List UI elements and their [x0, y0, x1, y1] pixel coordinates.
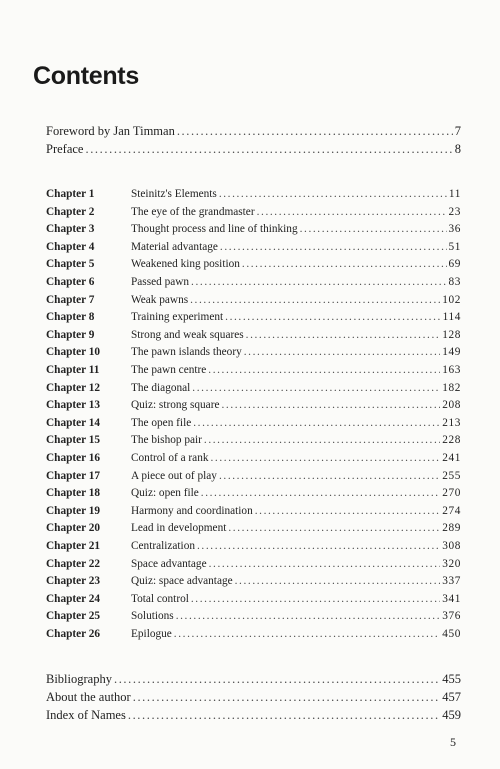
- chapter-label: Chapter 2: [46, 205, 95, 218]
- dot-leader: [177, 124, 453, 139]
- dot-leader: [211, 452, 441, 464]
- chapter-label: Chapter 26: [46, 628, 101, 640]
- toc-chapter-row[interactable]: [46, 558, 461, 570]
- chapter-page: 337: [442, 575, 461, 588]
- chapter-page: 128: [442, 328, 461, 341]
- toc-chapter-row[interactable]: [46, 487, 461, 499]
- dot-leader: [85, 142, 452, 157]
- chapter-title: Total control: [131, 592, 189, 605]
- toc-entry-title: About the author: [46, 690, 131, 704]
- dot-leader: [300, 223, 447, 235]
- chapter-title: Passed pawn: [131, 276, 190, 288]
- chapter-label: Chapter 10: [46, 346, 101, 359]
- chapter-label: Chapter 18: [46, 487, 101, 500]
- chapter-label: Chapter 19: [46, 504, 101, 517]
- chapter-page: 69: [448, 258, 461, 271]
- chapter-label: Chapter 24: [46, 592, 101, 605]
- toc-chapter-row[interactable]: [46, 628, 461, 640]
- chapter-page: 376: [442, 610, 461, 623]
- toc-chapter-row[interactable]: [46, 206, 461, 218]
- dot-leader: [209, 558, 441, 570]
- toc-entry-index-of-names[interactable]: [46, 708, 461, 723]
- toc-chapter-row[interactable]: [46, 311, 461, 323]
- chapter-page: 208: [442, 399, 461, 412]
- dot-leader: [191, 276, 446, 288]
- chapter-title: Space advantage: [131, 557, 207, 570]
- dot-leader: [221, 399, 440, 411]
- toc-entry-page: 8: [454, 142, 461, 156]
- chapter-label: Chapter 12: [46, 381, 101, 394]
- toc-chapter-row[interactable]: [46, 294, 461, 306]
- chapter-page: 320: [442, 557, 461, 570]
- chapter-label: Chapter 4: [46, 240, 95, 253]
- dot-leader: [174, 628, 440, 640]
- chapter-label: Chapter 25: [46, 610, 101, 623]
- dot-leader: [190, 294, 440, 306]
- chapter-title: Weak pawns: [131, 293, 189, 306]
- chapter-title: Weakened king position: [131, 258, 240, 271]
- chapter-page: 23: [448, 205, 461, 218]
- toc-chapter-row[interactable]: [46, 522, 461, 534]
- chapter-title: Steinitz's Elements: [131, 188, 217, 200]
- chapter-label: Chapter 5: [46, 258, 95, 271]
- chapter-title: Control of a rank: [131, 452, 209, 464]
- dot-leader: [246, 329, 441, 341]
- toc-chapter-row[interactable]: [46, 593, 461, 605]
- toc-entry-title: Preface: [46, 142, 84, 156]
- chapter-title: The open file: [131, 416, 192, 429]
- toc-entry-title: Foreword by Jan Timman: [46, 124, 175, 138]
- toc-entry-bibliography[interactable]: [46, 672, 461, 687]
- dot-leader: [133, 690, 441, 705]
- dot-leader: [204, 434, 440, 446]
- chapter-page: 228: [442, 434, 461, 447]
- chapter-title: The pawn islands theory: [131, 346, 242, 359]
- chapter-title: Material advantage: [131, 240, 218, 253]
- chapter-page: 11: [448, 188, 461, 200]
- toc-chapter-row[interactable]: [46, 452, 461, 464]
- chapter-title: Quiz: space advantage: [131, 575, 233, 588]
- chapter-page: 163: [442, 364, 461, 376]
- toc-chapter-row[interactable]: [46, 346, 461, 358]
- dot-leader: [114, 672, 440, 687]
- dot-leader: [242, 258, 447, 270]
- dot-leader: [255, 505, 441, 517]
- chapter-title: Strong and weak squares: [131, 328, 244, 341]
- chapter-page: 341: [442, 592, 461, 605]
- toc-chapter-row[interactable]: [46, 540, 461, 552]
- toc-chapter-row[interactable]: [46, 470, 461, 482]
- chapter-page: 51: [448, 240, 461, 253]
- chapter-label: Chapter 11: [46, 364, 100, 376]
- chapter-title: The bishop pair: [131, 434, 202, 447]
- chapter-label: Chapter 17: [46, 469, 101, 482]
- toc-entry-page: 455: [442, 672, 461, 686]
- toc-entry-about-author[interactable]: [46, 690, 461, 705]
- chapter-title: Harmony and coordination: [131, 504, 253, 517]
- chapter-title: A piece out of play: [131, 469, 217, 482]
- chapter-label: Chapter 23: [46, 575, 101, 588]
- chapter-title: The pawn centre: [131, 364, 207, 376]
- dot-leader: [191, 593, 440, 605]
- dot-leader: [220, 241, 447, 253]
- chapter-label: Chapter 14: [46, 416, 101, 429]
- toc-chapter-row[interactable]: [46, 364, 461, 376]
- chapter-title: The eye of the grandmaster: [131, 205, 255, 218]
- toc-chapter-row[interactable]: [46, 241, 461, 253]
- dot-leader: [197, 540, 440, 552]
- chapter-page: 241: [442, 452, 461, 464]
- toc-chapter-row[interactable]: [46, 417, 461, 429]
- chapter-title: Lead in development: [131, 522, 227, 535]
- chapter-title: Solutions: [131, 610, 174, 623]
- chapter-label: Chapter 21: [46, 540, 101, 552]
- chapter-page: 450: [442, 628, 461, 640]
- chapter-page: 255: [442, 469, 461, 482]
- chapter-label: Chapter 22: [46, 557, 101, 570]
- toc-entry-page: 457: [442, 690, 461, 704]
- chapter-page: 114: [442, 311, 461, 324]
- chapter-title: Thought process and line of thinking: [131, 223, 298, 236]
- toc-chapter-row[interactable]: [46, 610, 461, 622]
- page-title: Contents: [33, 62, 139, 90]
- toc-chapter-row[interactable]: [46, 329, 461, 341]
- chapter-label: Chapter 3: [46, 223, 95, 236]
- chapter-page: 289: [442, 522, 461, 535]
- toc-entry-title: Bibliography: [46, 672, 112, 686]
- chapter-page: 213: [442, 416, 461, 429]
- dot-leader: [235, 575, 441, 587]
- toc-entry-page: 459: [442, 708, 461, 722]
- chapter-label: Chapter 13: [46, 399, 101, 412]
- chapter-page: 274: [442, 504, 461, 517]
- toc-chapter-row[interactable]: [46, 276, 461, 288]
- chapter-label: Chapter 16: [46, 452, 101, 464]
- toc-entry-foreword[interactable]: [46, 124, 461, 139]
- chapter-page: 308: [442, 540, 461, 552]
- chapter-label: Chapter 20: [46, 522, 101, 535]
- toc-chapter-row[interactable]: [46, 382, 461, 394]
- dot-leader: [257, 206, 447, 218]
- chapter-title: Quiz: open file: [131, 487, 199, 500]
- chapter-page: 36: [448, 223, 461, 236]
- toc-chapter-row[interactable]: [46, 434, 461, 446]
- page-number: 5: [450, 735, 456, 749]
- chapter-title: Quiz: strong square: [131, 399, 220, 412]
- dot-leader: [228, 522, 440, 534]
- chapter-page: 270: [442, 487, 461, 500]
- chapter-title: The diagonal: [131, 381, 191, 394]
- dot-leader: [208, 364, 440, 376]
- chapter-label: Chapter 6: [46, 276, 95, 288]
- toc-chapter-row[interactable]: [46, 223, 461, 235]
- chapter-page: 83: [448, 276, 461, 288]
- dot-leader: [193, 417, 440, 429]
- chapter-page: 102: [442, 293, 461, 306]
- dot-leader: [219, 188, 447, 200]
- toc-entry-preface[interactable]: [46, 142, 461, 157]
- toc-chapter-row[interactable]: [46, 188, 461, 200]
- dot-leader: [225, 311, 441, 323]
- chapter-title: Training experiment: [131, 311, 224, 324]
- toc-chapter-row[interactable]: [46, 575, 461, 587]
- chapter-page: 149: [442, 346, 461, 359]
- chapter-label: Chapter 8: [46, 311, 95, 324]
- chapter-title: Centralization: [131, 540, 195, 552]
- toc-chapter-row[interactable]: [46, 505, 461, 517]
- chapter-label: Chapter 7: [46, 293, 95, 306]
- dot-leader: [244, 346, 441, 358]
- chapter-label: Chapter 15: [46, 434, 101, 447]
- dot-leader: [219, 470, 440, 482]
- dot-leader: [128, 708, 440, 723]
- chapter-title: Epilogue: [131, 628, 172, 640]
- chapter-page: 182: [442, 381, 461, 394]
- dot-leader: [176, 610, 441, 622]
- dot-leader: [201, 487, 440, 499]
- toc-entry-title: Index of Names: [46, 708, 126, 722]
- toc-entry-page: 7: [454, 124, 461, 138]
- toc-chapter-row[interactable]: [46, 258, 461, 270]
- chapter-label: Chapter 1: [46, 188, 95, 200]
- dot-leader: [192, 382, 440, 394]
- chapter-label: Chapter 9: [46, 328, 95, 341]
- toc-chapter-row[interactable]: [46, 399, 461, 411]
